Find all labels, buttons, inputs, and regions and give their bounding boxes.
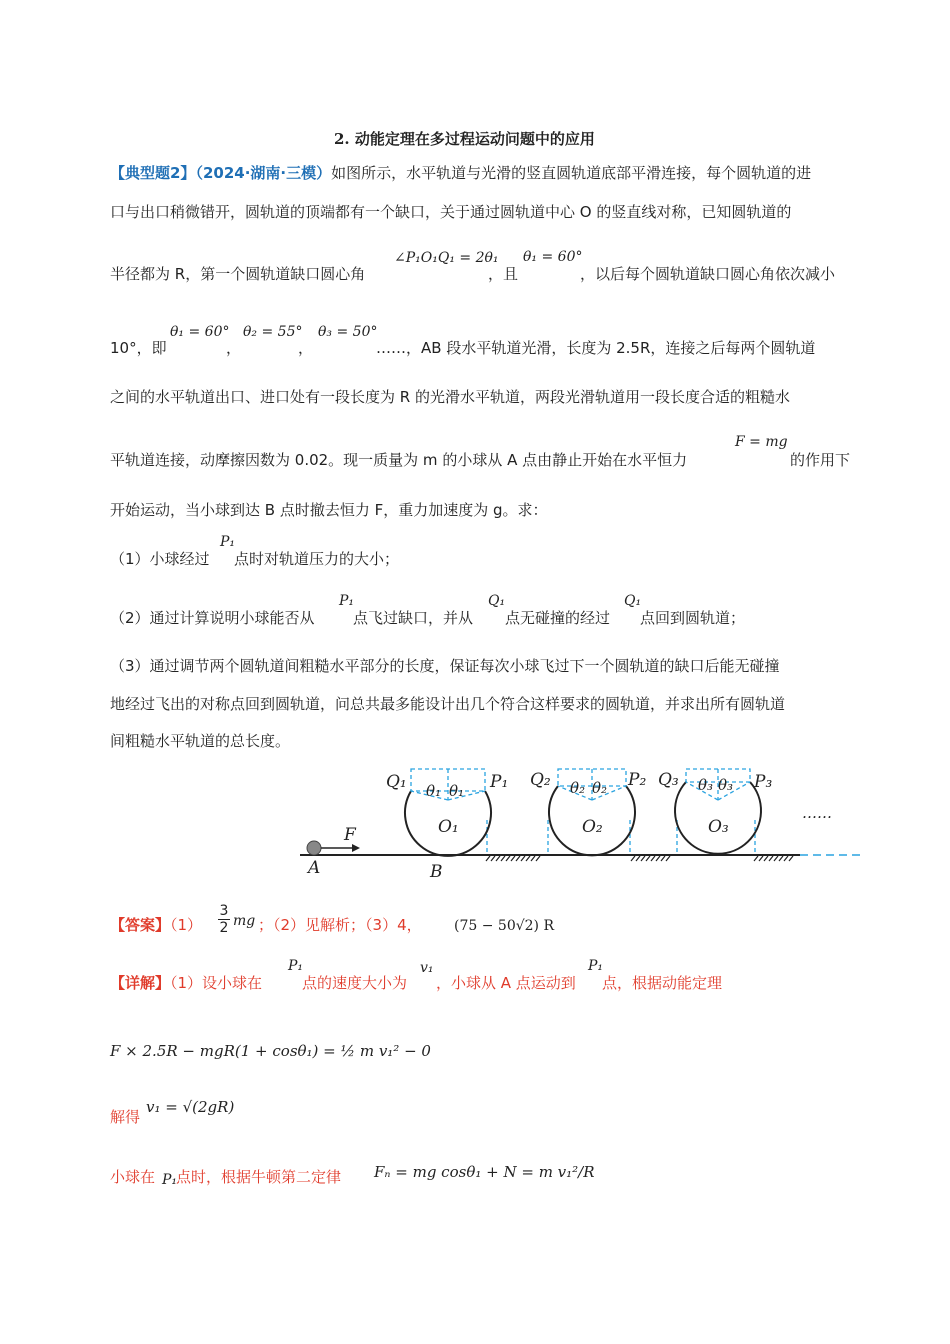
fraction-numerator: 3 — [219, 903, 229, 919]
detail-solve-label: 解得 — [110, 1108, 141, 1126]
detail-tag: 【详解】 — [110, 974, 171, 992]
formula-t1: θ₁ = 60° — [170, 324, 230, 340]
label-P3: P₃ — [754, 772, 773, 792]
label-P2: P₂ — [628, 770, 647, 790]
problem-line-6a: 平轨道连接，动摩擦因数为 0.02。现一质量为 m 的小球从 A 点由静止开始在水平恒力 — [110, 451, 688, 469]
question-3b: 地经过飞出的对称点回到圆轨道，问总共最多能设计出几个符合这样要求的圆轨道，并求出所有圆轨道 — [110, 695, 786, 713]
symbol-P1: P₁ — [288, 958, 304, 974]
answer-expression: (75 − 50√2) R — [454, 918, 555, 934]
problem-line-7: 开始运动，当小球到达 B 点时撤去恒力 F，重力加速度为 g。求： — [110, 501, 548, 519]
label-theta: θ₃ — [718, 776, 734, 794]
comma: ， — [298, 339, 314, 357]
answer-tag: 【答案】 — [110, 916, 171, 934]
equation-energy: F × 2.5R − mgR(1 + cosθ₁) = ½ m v₁² − 0 — [110, 1042, 431, 1060]
comma: ， — [226, 339, 242, 357]
page-title: 2. 动能定理在多过程运动问题中的应用 — [334, 130, 595, 148]
symbol-Q1: Q₁ — [624, 593, 642, 609]
detail-line-1 — [110, 973, 262, 993]
symbol-Q1: Q₁ — [488, 593, 506, 609]
formula-F: F = mg — [735, 434, 788, 450]
formula-angle: ∠P₁O₁Q₁ = 2θ₁ — [394, 250, 499, 266]
force-arrowhead — [352, 844, 360, 852]
circle-track-1 — [405, 769, 491, 856]
label-Q1: Q₁ — [386, 772, 407, 792]
problem-line-2: 口与出口稍微错开，圆轨道的顶端都有一个缺口，关于通过圆轨道中心 O 的竖直线对称，已知圆轨道的 — [110, 203, 792, 221]
label-B: B — [430, 862, 443, 882]
fraction-denominator: 2 — [219, 920, 229, 936]
label-P1: P₁ — [490, 772, 509, 792]
detail-text: ，小球从 A 点运动到 — [436, 974, 576, 992]
problem-line-4a: 10°，即 — [110, 339, 167, 357]
fraction-3-2 — [218, 903, 230, 936]
label-Q3: Q₃ — [658, 770, 679, 790]
label-ellipsis: …… — [802, 804, 832, 822]
problem-line-3a: 半径都为 R，第一个圆轨道缺口圆心角 — [110, 265, 366, 283]
track-diagram — [290, 760, 870, 885]
label-O1: O₁ — [438, 817, 459, 837]
problem-line-6b: 的作用下 — [790, 451, 851, 469]
symbol-v1: v₁ — [420, 960, 434, 976]
equation-v1: v₁ = √(2gR) — [146, 1098, 235, 1116]
answer-line — [110, 915, 202, 935]
detail-text: 点的速度大小为 — [302, 974, 408, 992]
question-2b: 点飞过缺口，并从 — [353, 609, 474, 627]
question-2d: 点回到圆轨道； — [640, 609, 746, 627]
question-1a: （1）小球经过 — [110, 550, 210, 568]
answer-part2: ；（2）见解析；（3）4， — [258, 916, 422, 934]
problem-line-5: 之间的水平轨道出口、进口处有一段长度为 R 的光滑水平轨道，两段光滑轨道用一段长度合适的粗糙水 — [110, 388, 790, 406]
label-O2: O₂ — [582, 817, 603, 837]
problem-tag: 【典型题2】 — [110, 164, 196, 182]
question-2c: 点无碰撞的经过 — [505, 609, 611, 627]
symbol-P1: P₁ — [588, 958, 604, 974]
question-3c: 间粗糙水平轨道的总长度。 — [110, 732, 291, 750]
question-3a: （3）通过调节两个圆轨道间粗糙水平部分的长度，保证每次小球飞过下一个圆轨道的缺口后能无碰撞 — [110, 657, 780, 675]
symbol-P1: P₁ — [339, 593, 355, 609]
label-theta: θ₂ — [570, 779, 586, 797]
problem-source: （2024·湖南·三模） — [195, 164, 332, 182]
label-O3: O₃ — [708, 817, 729, 837]
ball — [307, 841, 321, 855]
answer-mg: mg — [233, 913, 256, 929]
symbol-P1: P₁ — [162, 1172, 178, 1188]
label-theta: θ₃ — [698, 776, 714, 794]
label-theta: θ₁ — [426, 782, 442, 800]
detail-text: 点，根据动能定理 — [602, 974, 723, 992]
problem-line-1 — [110, 163, 811, 183]
answer-part1: （1） — [170, 916, 203, 934]
rough-hatch — [486, 856, 793, 861]
detail-text: 小球在 — [110, 1168, 156, 1186]
formula-theta60: θ₁ = 60° — [523, 249, 583, 265]
question-2a: （2）通过计算说明小球能否从 — [110, 609, 315, 627]
label-F: F — [344, 825, 356, 845]
problem-line-3b: ，且 — [488, 265, 519, 283]
question-1b: 点时对轨道压力的大小； — [234, 550, 400, 568]
problem-line-3c: ，以后每个圆轨道缺口圆心角依次减小 — [580, 265, 836, 283]
label-theta: θ₂ — [592, 779, 608, 797]
label-Q2: Q₂ — [530, 770, 551, 790]
equation-newton: Fₙ = mg cosθ₁ + N = m v₁²/R — [374, 1163, 595, 1181]
label-theta: θ₁ — [449, 782, 465, 800]
formula-t2: θ₂ = 55° — [243, 324, 303, 340]
formula-t3: θ₃ = 50° — [318, 324, 378, 340]
label-A: A — [308, 858, 321, 878]
problem-line-4d: ……，AB 段水平轨道光滑，长度为 2.5R，连接之后每两个圆轨道 — [376, 339, 816, 357]
detail-text: （1）设小球在 — [170, 974, 263, 992]
problem-text: 如图所示，水平轨道与光滑的竖直圆轨道底部平滑连接，每个圆轨道的进 — [331, 164, 812, 182]
symbol-P1: P₁ — [220, 534, 236, 550]
detail-text: 点时，根据牛顿第二定律 — [176, 1168, 342, 1186]
